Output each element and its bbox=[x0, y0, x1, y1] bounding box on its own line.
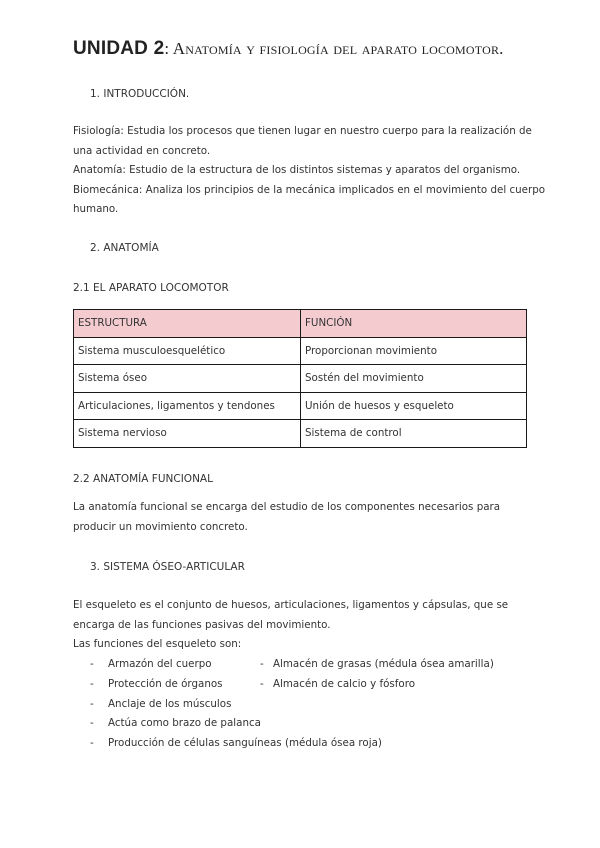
subsection-2-2-body bbox=[73, 498, 500, 537]
list-item: Producción de células sanguíneas (médula ósea roja) bbox=[108, 737, 382, 749]
subsection-2-1-heading: 2.1 EL APARATO LOCOMOTOR bbox=[73, 282, 229, 294]
dash-bullet: - bbox=[90, 658, 94, 670]
list-item: Almacén de grasas (médula ósea amarilla) bbox=[273, 658, 494, 670]
locomotor-table bbox=[73, 309, 527, 448]
list-item bbox=[90, 655, 94, 675]
table-cell: Sostén del movimiento bbox=[301, 365, 527, 393]
dash-bullet: - bbox=[90, 717, 94, 729]
title-unit: UNIDAD 2 bbox=[73, 38, 165, 59]
section-1-body bbox=[73, 122, 545, 220]
table-cell: Sistema de control bbox=[301, 420, 527, 448]
section-3-body bbox=[73, 596, 508, 655]
body-line: una actividad en concreto. bbox=[73, 144, 211, 157]
table-cell: Sistema musculoesquelético bbox=[74, 337, 301, 365]
table-header-structure: ESTRUCTURA bbox=[74, 310, 301, 338]
section-1-heading: 1. INTRODUCCIÓN. bbox=[90, 88, 190, 100]
table-row bbox=[74, 365, 527, 393]
dash-bullet: - bbox=[90, 737, 94, 749]
dash-bullet: - bbox=[90, 678, 94, 690]
list-item: Anclaje de los músculos bbox=[108, 698, 232, 710]
list-item bbox=[90, 734, 94, 754]
list-item bbox=[260, 655, 264, 675]
body-line: Anatomía: Estudio de la estructura de los distintos sistemas y aparatos del organismo. bbox=[73, 164, 521, 177]
section-3-heading: 3. SISTEMA ÓSEO-ARTICULAR bbox=[90, 561, 245, 573]
body-line: producir un movimiento concreto. bbox=[73, 520, 248, 533]
body-line: Las funciones del esqueleto son: bbox=[73, 638, 242, 651]
body-line: humano. bbox=[73, 203, 119, 216]
list-item bbox=[90, 675, 94, 695]
list-item: Almacén de calcio y fósforo bbox=[273, 678, 415, 690]
table-cell: Sistema óseo bbox=[74, 365, 301, 393]
table-cell: Sistema nervioso bbox=[74, 420, 301, 448]
list-item: Armazón del cuerpo bbox=[108, 658, 212, 670]
table-cell: Unión de huesos y esqueleto bbox=[301, 392, 527, 420]
list-item: Protección de órganos bbox=[108, 678, 223, 690]
list-item bbox=[90, 714, 94, 734]
table-row bbox=[74, 420, 527, 448]
body-line: Biomecánica: Analiza los principios de la mecánica implicados en el movimiento del cuerpo bbox=[73, 183, 546, 196]
table-row bbox=[74, 392, 527, 420]
subsection-2-2-heading: 2.2 ANATOMÍA FUNCIONAL bbox=[73, 473, 213, 485]
title-text: : Anatomía y fisiología del aparato locomotor. bbox=[164, 39, 504, 58]
table-cell: Articulaciones, ligamentos y tendones bbox=[74, 392, 301, 420]
list-item bbox=[90, 695, 94, 715]
dash-bullet: - bbox=[260, 678, 264, 690]
document-title bbox=[73, 38, 504, 60]
dash-bullet: - bbox=[260, 658, 264, 670]
body-line: Fisiología: Estudia los procesos que tienen lugar en nuestro cuerpo para la realización de bbox=[73, 125, 532, 137]
section-2-heading: 2. ANATOMÍA bbox=[90, 242, 159, 254]
body-line: El esqueleto es el conjunto de huesos, articulaciones, ligamentos y cápsulas, que se bbox=[73, 599, 509, 611]
table-cell: Proporcionan movimiento bbox=[301, 337, 527, 365]
body-line: La anatomía funcional se encarga del estudio de los componentes necesarios para bbox=[73, 501, 501, 513]
table-row bbox=[74, 337, 527, 365]
list-item bbox=[260, 675, 264, 695]
dash-bullet: - bbox=[90, 698, 94, 710]
list-item: Actúa como brazo de palanca bbox=[108, 717, 261, 729]
body-line: encarga de las funciones pasivas del movimiento. bbox=[73, 618, 331, 631]
table-header-row bbox=[74, 310, 527, 338]
table-header-function: FUNCIÓN bbox=[301, 310, 527, 338]
